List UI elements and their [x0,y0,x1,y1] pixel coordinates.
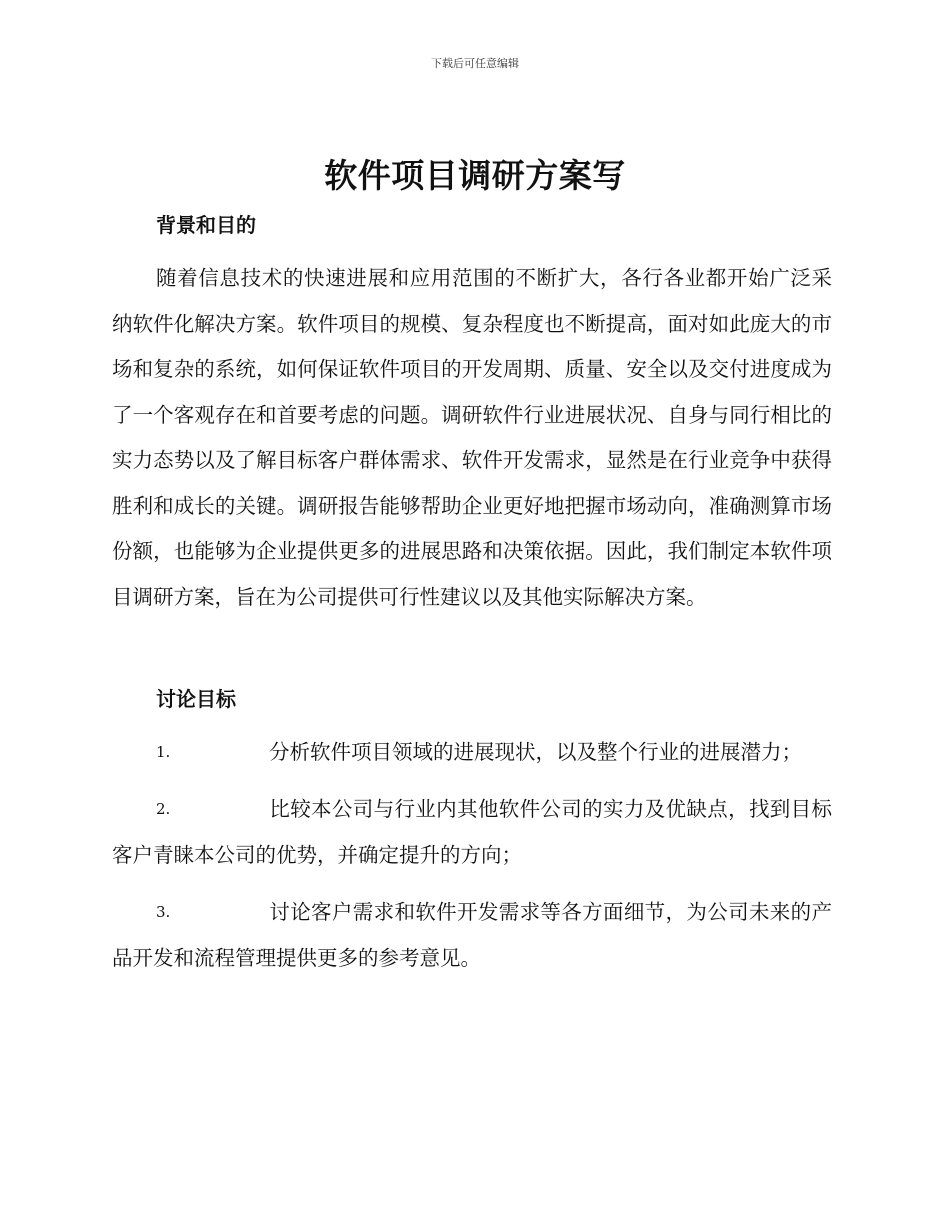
objective-text: 讨论客户需求和软件开发需求等各方面细节，为公司未来的产品开发和流程管理提供更多的参考意见。 [112,900,832,970]
section-heading-background: 背景和目的 [156,213,256,237]
objective-text: 分析软件项目领域的进展现状，以及整个行业的进展潜力； [269,740,802,764]
page-header-note: 下载后可任意编辑 [431,57,519,70]
objective-item-3 [112,890,832,981]
background-paragraph: 随着信息技术的快速进展和应用范围的不断扩大，各行各业都开始广泛采纳软件化解决方案。软件项目的规模、复杂程度也不断提高，面对如此庞大的市场和复杂的系统，如何保证软件项目的开发周期、质量、安全以及交付进度成为了一个客观存在和首要考虑的问题。调研软件行业进展状况、自身与同行相比的实力态势以及了解目标客户群体需求、软件开发需求，显然是在行业竞争中获得胜利和成长的关键。调研报告能够帮助企业更好地把握市场动向，准确测算市场份额，也能够为企业提供更多的进展思路和决策依据。因此，我们制定本软件项目调研方案，旨在为公司提供可行性建议以及其他实际解决方案。 [112,266,832,609]
objective-text: 比较本公司与行业内其他软件公司的实力及优缺点，找到目标客户青睐本公司的优势，并确定提升的方向； [112,797,832,867]
objective-item-2 [112,787,832,878]
document-title: 软件项目调研方案写 [324,156,626,195]
objective-item-1 [112,730,832,776]
list-number: 1. [156,743,171,761]
section-heading-objectives: 讨论目标 [156,687,236,711]
list-number: 2. [156,800,171,818]
list-number: 3. [156,903,171,921]
